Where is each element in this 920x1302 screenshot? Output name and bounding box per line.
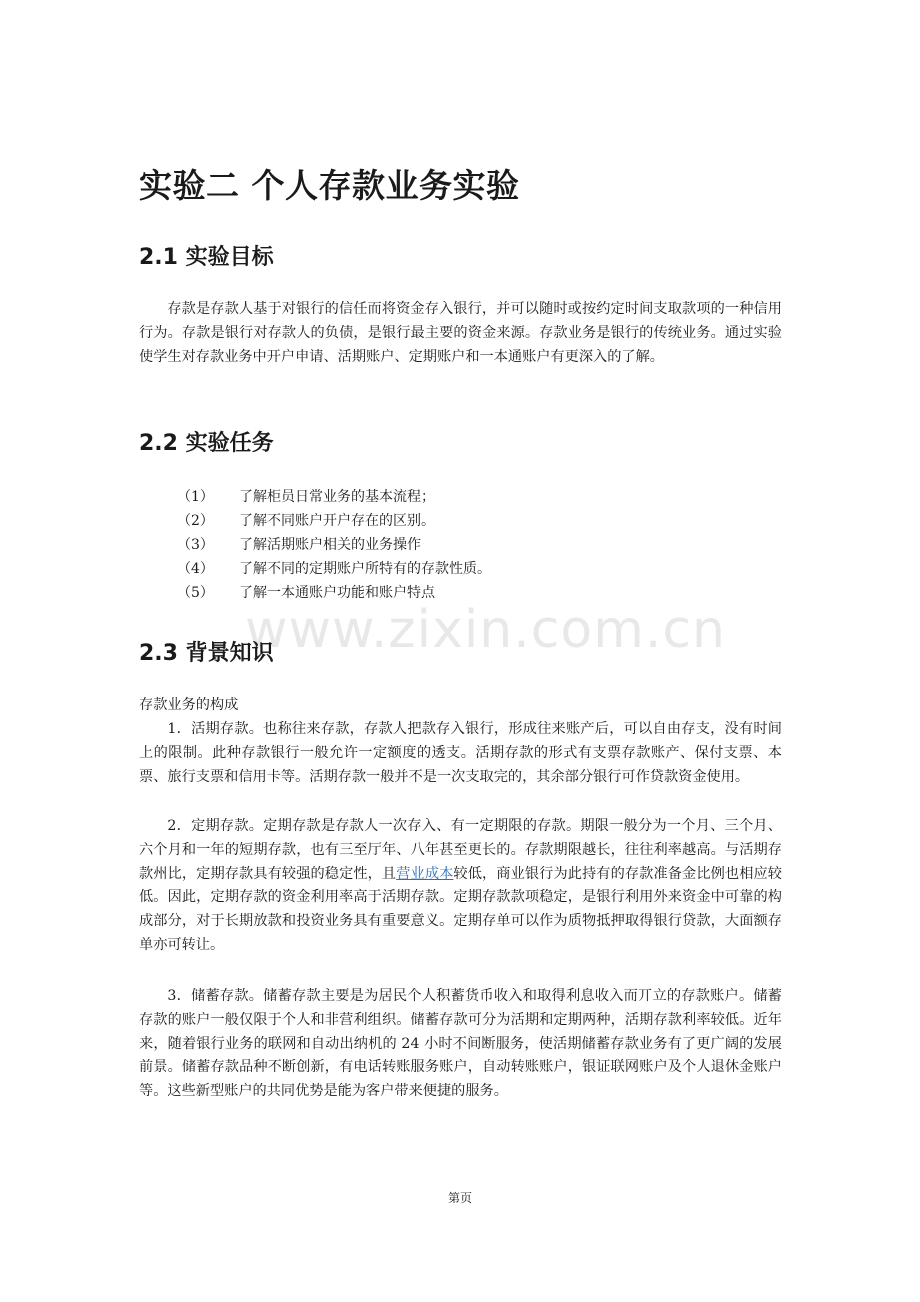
task-number: （2） (177, 513, 214, 529)
task-text: 了解不同的定期账户所特有的存款性质。 (239, 561, 491, 577)
section-2-1-paragraph: 存款是存款人基于对银行的信任而将资金存入银行，并可以随时或按约定时间支取款项的一种信用行为。存款是银行对存款人的负债，是银行最主要的资金来源。存款业务是银行的传统业务。通过实验使学生对存款业务中开户申请、活期账户、定期账户和一本通账户有更深入的了解。 (139, 301, 782, 365)
section-heading-2-2: 2.2 实验任务 (139, 431, 274, 456)
task-item (177, 558, 491, 578)
task-number: （3） (177, 537, 214, 553)
task-item (177, 486, 435, 506)
watermark-text: www.zixin.com.cn (245, 600, 726, 660)
operating-cost-link[interactable]: 营业成本 (396, 865, 454, 882)
task-item (177, 510, 435, 530)
section-heading-2-3: 2.3 背景知识 (139, 641, 274, 666)
paragraph-2-text-end: 较低，商业银行为此持有的存款准备金比例也相应较低。因此，定期存款的资金利用率高于活期存款。定期存款款项稳定，是银行利用外来资金中可靠的构成部分，对于长期放款和投资业务具有重要意义。定期存单可以作为质物抵押取得银行贷款，大面额存单亦可转让。 (139, 865, 782, 953)
page-footer: 第页 (447, 1191, 472, 1205)
task-number: （4） (177, 561, 214, 577)
task-text: 了解活期账户相关的业务操作 (239, 537, 421, 553)
task-text: 了解不同账户开户存在的区别。 (239, 513, 435, 529)
task-item (177, 534, 421, 554)
page-title: 实验二 个人存款业务实验 (139, 166, 520, 205)
paragraph-2-text-start: 2．定期存款。定期存款是存款人一次存入、有一定期限的存款。期限一般分为一个月、三个月、六个月和一年的短期存款，也有三至厅年、八年甚至更长的。存款期限越长，往往利率越高。与活期存款州比，定期存款具有较强的稳定性，且 (139, 818, 782, 882)
task-number: （5） (177, 585, 214, 601)
task-number: （1） (177, 489, 214, 505)
section-2-3-paragraph-3: 3．储蓄存款。储蓄存款主要是为居民个人积蓄货币收入和取得利息收入而丌立的存款账户。储蓄存款的账户一般仅限于个人和非营利组织。储蓄存款可分为活期和定期两种，活期存款利率较低。近年来，随着银行业务的联网和自动出纳机的 24 小时不间断服务，使活期储蓄存款业务有了更广阔的发展前景。储蓄存款品种不断创新，有电话转账服务账户，自动转账账户，银证联网账户及个人退休金账户等。这些新型账户的共同优势是能为客户带来便捷的服务。 (139, 988, 782, 1100)
section-2-3-paragraph-1: 1．活期存款。也称往来存款，存款人把款存入银行，形成往来账产后，可以自由存支，没有时间上的限制。此种存款银行一般允许一定额度的透支。活期存款的形式有支票存款账产、保付支票、本票、旅行支票和信用卡等。活期存款一般并不是一次支取完的，其余部分银行可作贷款资金使用。 (139, 721, 782, 785)
subheading: 存款业务的构成 (139, 697, 239, 713)
task-item (177, 582, 435, 602)
section-2-3-paragraph-2 (139, 815, 782, 958)
task-text: 了解一本通账户功能和账户特点 (239, 585, 435, 601)
task-text: 了解柜员日常业务的基本流程； (239, 489, 435, 505)
section-heading-2-1: 2.1 实验目标 (139, 245, 274, 270)
